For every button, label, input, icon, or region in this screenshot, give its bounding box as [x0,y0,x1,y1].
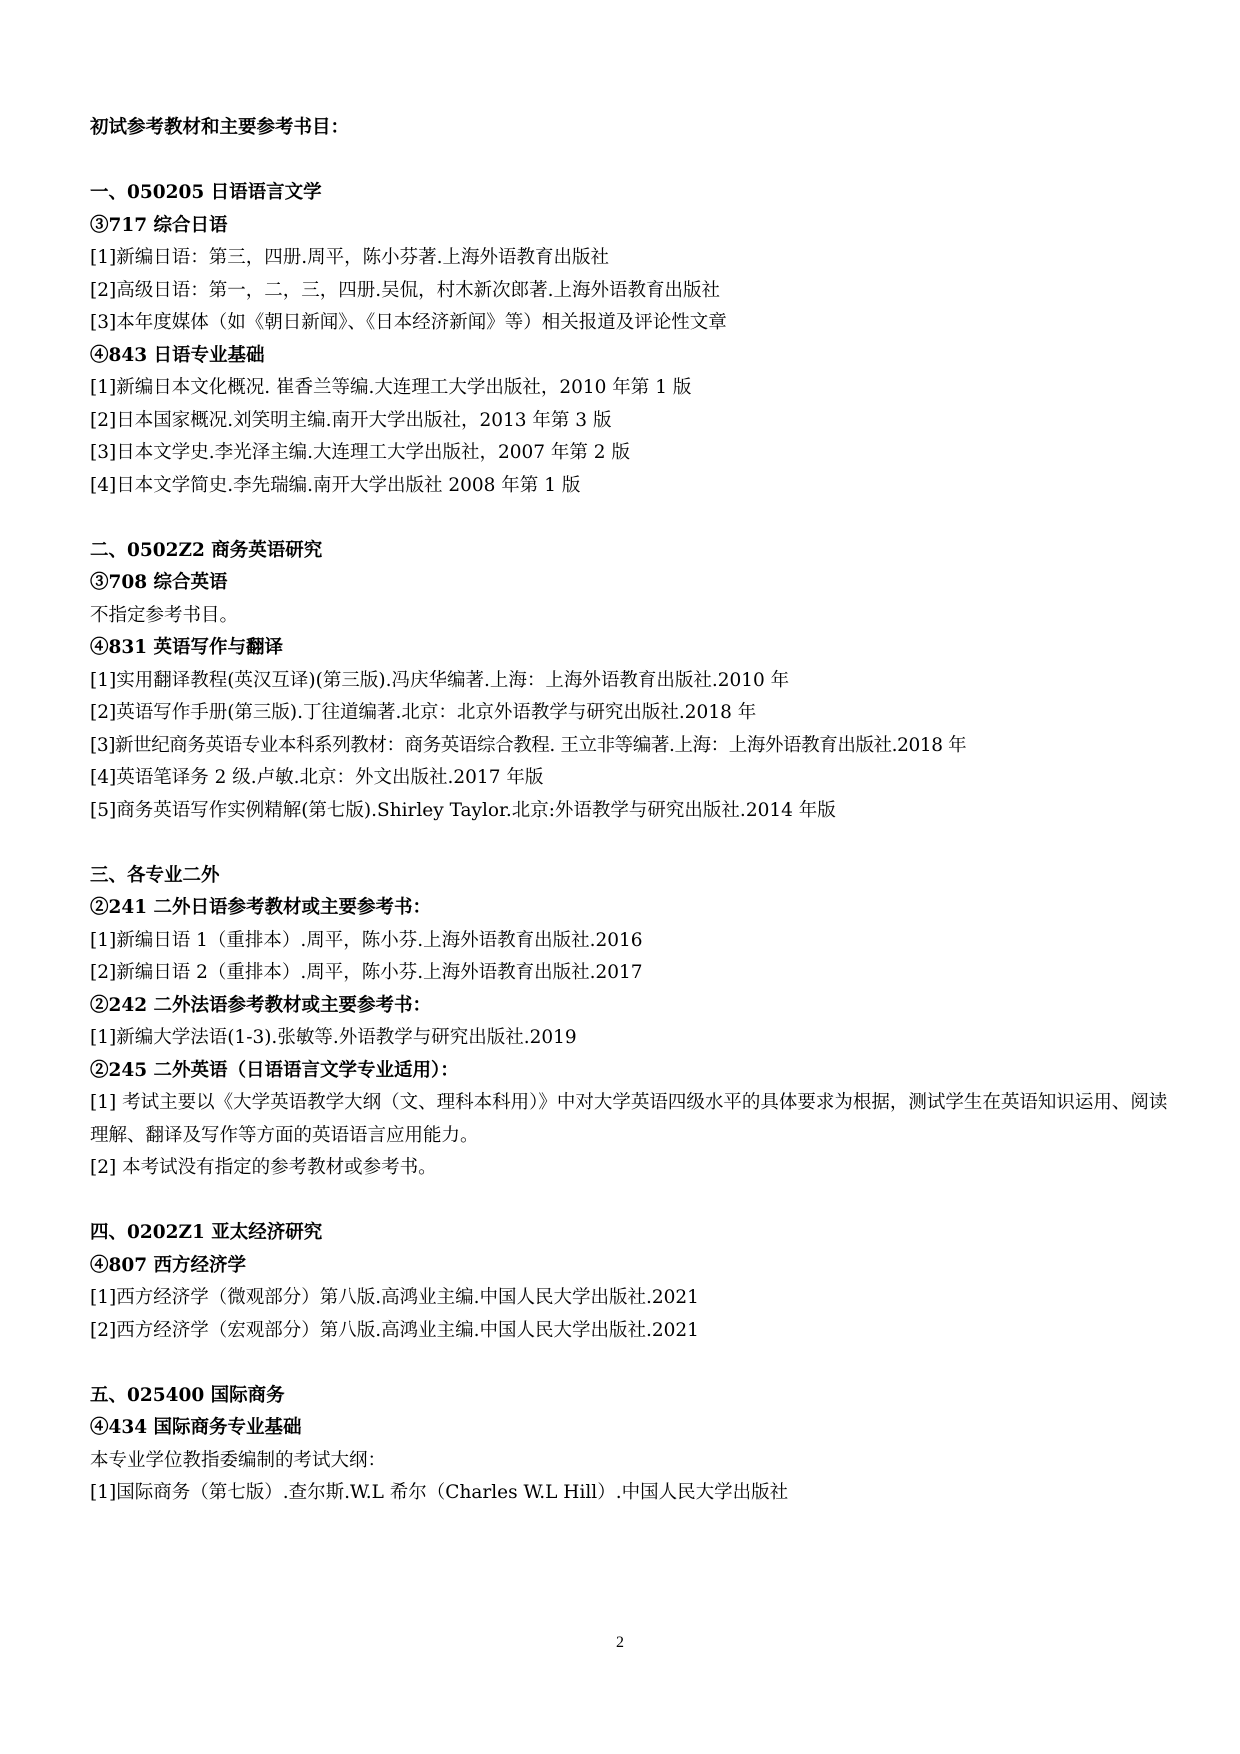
section-heading: 三、各专业二外 [90,864,220,886]
section-business-english [90,535,1170,828]
document-page [90,112,1170,1510]
spacer [90,1347,1170,1380]
subject-heading: ③708 综合英语 [90,572,228,593]
section-heading: 五、025400 国际商务 [90,1384,285,1406]
section-japanese-literature [90,177,1170,502]
section-asia-pacific-economy [90,1217,1170,1347]
subject-heading: ④843 日语专业基础 [90,344,265,366]
spacer [90,1185,1170,1218]
reference-item: [1]新编日语 1（重排本）.周平，陈小芬.上海外语教育出版社.2016 [90,929,643,951]
subject-heading: ④807 西方经济学 [90,1254,247,1276]
subject-heading: ②245 二外英语（日语语言文学专业适用）： [90,1059,459,1081]
section-heading: 四、0202Z1 亚太经济研究 [90,1222,323,1243]
reference-item: [3]日本文学史.李光泽主编.大连理工大学出版社，2007 年第 2 版 [90,442,630,463]
section-heading: 二、0502Z2 商务英语研究 [90,539,323,561]
reference-item: 不指定参考书目。 [90,604,239,626]
spacer [90,827,1170,860]
spacer [90,145,1170,178]
section-international-business [90,1380,1170,1510]
subject-heading: ④831 英语写作与翻译 [90,637,284,658]
spacer [90,502,1170,535]
reference-item: [4]英语笔译务 2 级.卢敏.北京：外文出版社.2017 年版 [90,767,544,788]
reference-item: [1]实用翻译教程(英汉互译)(第三版).冯庆华编著.上海：上海外语教育出版社.2010 年 [90,669,790,691]
reference-item: [5]商务英语写作实例精解(第七版).Shirley Taylor.北京:外语教学与研究出版社.2014 年版 [90,799,836,821]
reference-item: [4]日本文学简史.李先瑞编.南开大学出版社 2008 年第 1 版 [90,474,581,496]
reference-item: [2]英语写作手册(第三版).丁往道编著.北京：北京外语教学与研究出版社.2018 年 [90,702,757,723]
section-heading: 一、050205 日语语言文学 [90,182,322,203]
reference-item: [2]日本国家概况.刘笑明主编.南开大学出版社，2013 年第 3 版 [90,409,612,431]
reference-item: [1]新编大学法语(1-3).张敏等.外语教学与研究出版社.2019 [90,1027,577,1048]
subject-heading: ③717 综合日语 [90,214,228,236]
reference-item: [3]新世纪商务英语专业本科系列教材：商务英语综合教程. 王立非等编著.上海：上海外语教育出版社.2018 年 [90,734,967,756]
subject-heading: ②241 二外日语参考教材或主要参考书： [90,897,432,918]
page-number: 2 [616,1634,624,1651]
reference-item: [1]新编日语：第三，四册.周平，陈小芬著.上海外语教育出版社 [90,247,609,268]
section-second-foreign-language [90,860,1170,1185]
reference-item: [1]国际商务（第七版）.查尔斯.W.L 希尔（Charles W.L Hill）.中国人民大学出版社 [90,1482,789,1503]
reference-item: [2] 本考试没有指定的参考教材或参考书。 [90,1157,437,1178]
page-title: 初试参考教材和主要参考书目： [90,117,350,138]
reference-item: 本专业学位教指委编制的考试大纲： [90,1449,387,1471]
subject-heading: ②242 二外法语参考教材或主要参考书： [90,994,432,1016]
reference-item: [2]新编日语 2（重排本）.周平，陈小芬.上海外语教育出版社.2017 [90,962,643,983]
subject-heading: ④434 国际商务专业基础 [90,1417,302,1438]
reference-item: [2]高级日语：第一，二，三，四册.吴侃，村木新次郎著.上海外语教育出版社 [90,279,720,301]
reference-item: [1] 考试主要以《大学英语教学大纲（文、理科本科用）》中对大学英语四级水平的具体要求为根据，测试学生在英语知识运用、阅读理解、翻译及写作等方面的英语语言应用能力。 [90,1092,1168,1146]
reference-item: [1]西方经济学（微观部分）第八版.高鸿业主编.中国人民大学出版社.2021 [90,1287,699,1308]
reference-item: [3]本年度媒体（如《朝日新闻》、《日本经济新闻》等）相关报道及评论性文章 [90,312,727,333]
reference-item: [2]西方经济学（宏观部分）第八版.高鸿业主编.中国人民大学出版社.2021 [90,1319,699,1341]
reference-item: [1]新编日本文化概况. 崔香兰等编.大连理工大学出版社，2010 年第 1 版 [90,377,692,398]
